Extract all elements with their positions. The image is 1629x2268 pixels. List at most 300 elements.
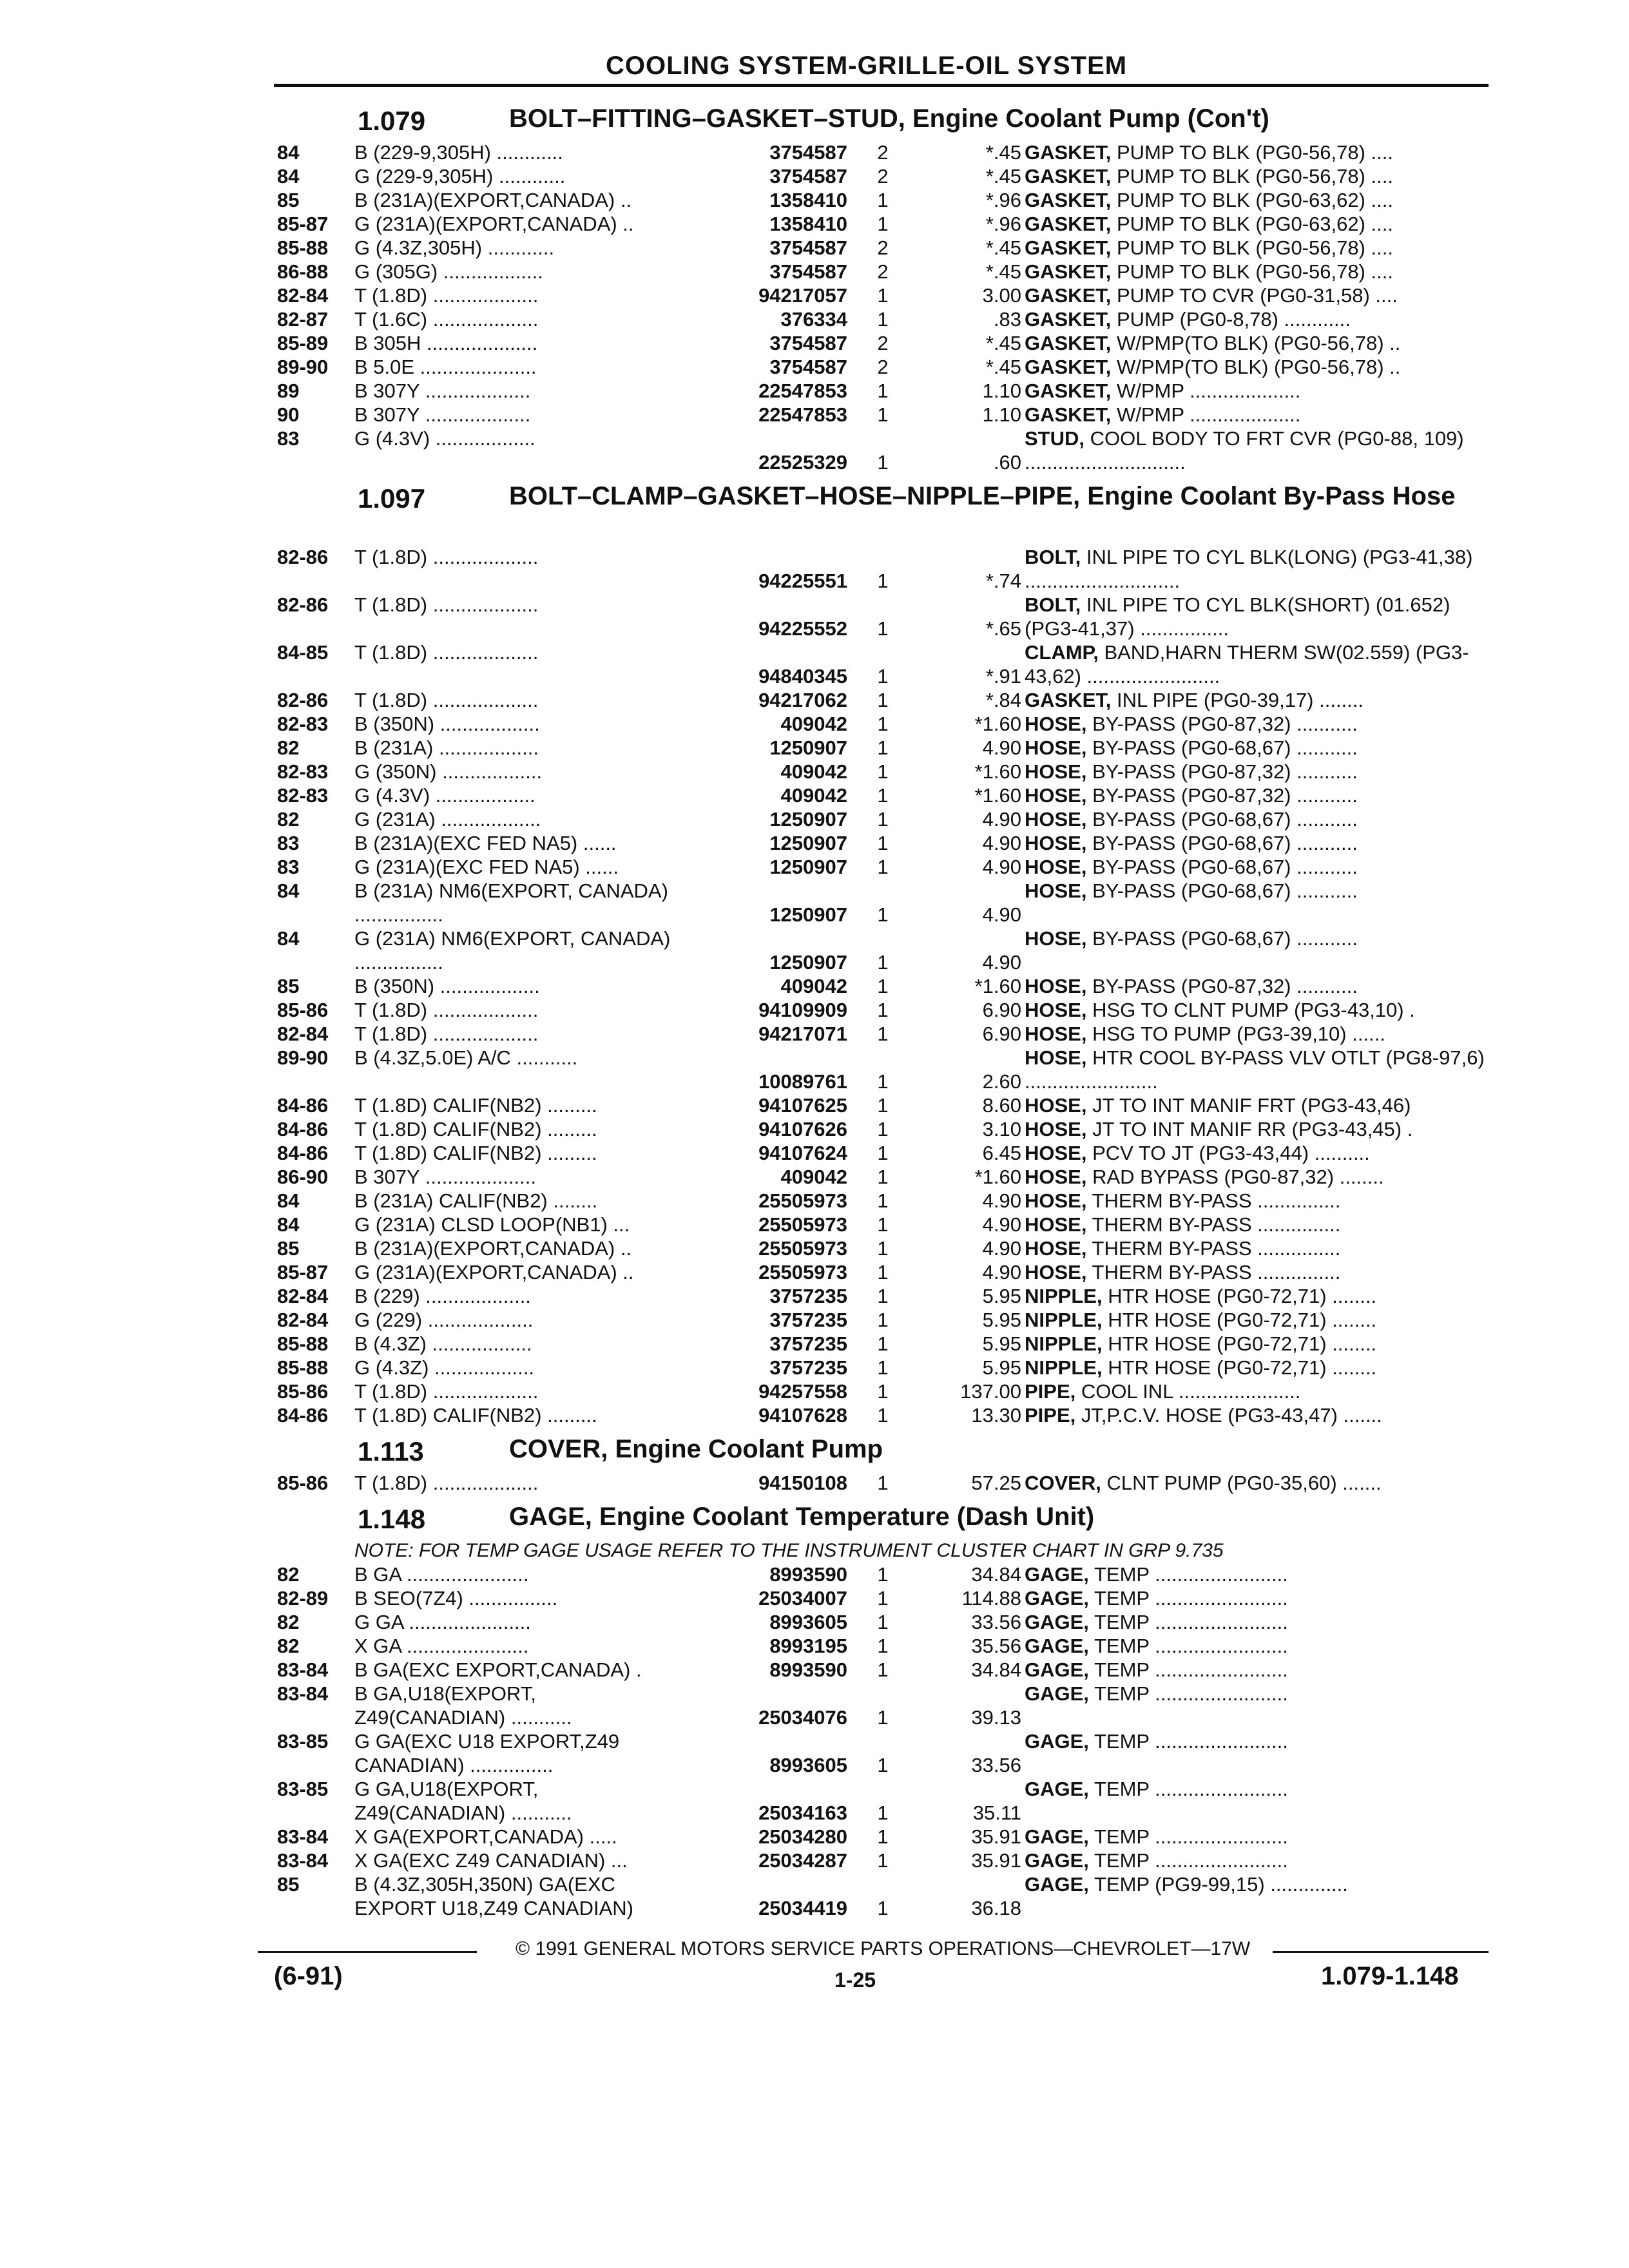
part-name <box>1025 307 1492 331</box>
model-years: 85 <box>277 1873 300 1896</box>
part-row <box>274 998 1492 1022</box>
application-description: G (4.3Z,305H) ............ <box>354 236 555 259</box>
part-name <box>1025 688 1492 712</box>
part-row <box>274 1284 1492 1308</box>
part-detail: BY-PASS (PG0-68,67) ........... <box>1086 736 1358 759</box>
part-detail: PUMP TO BLK (PG0-56,78) .... <box>1111 260 1393 283</box>
price: *1.60 <box>974 760 1021 783</box>
part-detail: HTR HOSE (PG0-72,71) ........ <box>1102 1285 1377 1307</box>
part-name <box>1025 1471 1492 1495</box>
part-row <box>274 307 1492 331</box>
part-detail: BY-PASS (PG0-68,67) ........... <box>1086 808 1358 831</box>
model-years: 82 <box>277 1611 300 1633</box>
part-detail: BY-PASS (PG0-87,32) ........... <box>1086 760 1358 783</box>
quantity: 1 <box>877 1070 889 1093</box>
application-description: B SEO(7Z4) ................ <box>354 1587 558 1610</box>
part-number: 3757235 <box>769 1309 847 1331</box>
model-years: 86-88 <box>277 260 329 283</box>
model-years: 89-90 <box>277 1046 329 1069</box>
part-name <box>1025 1165 1492 1189</box>
part-number: 94225552 <box>758 617 847 640</box>
quantity: 1 <box>877 1261 889 1283</box>
footer-copyright: © 1991 GENERAL MOTORS SERVICE PARTS OPERATIONS—CHEVROLET—17W <box>516 1938 1251 1959</box>
part-number: 25034287 <box>758 1849 847 1872</box>
part-noun: GASKET, <box>1025 356 1112 378</box>
model-years: 85-87 <box>277 213 329 235</box>
application-description: G (4.3Z) .................. <box>354 1356 535 1379</box>
price: 5.95 <box>982 1356 1021 1379</box>
part-number: 25034076 <box>758 1706 847 1729</box>
part-detail: HSG TO PUMP (PG3-39,10) ...... <box>1086 1023 1385 1045</box>
part-noun: HOSE, <box>1025 760 1087 783</box>
part-detail: PUMP TO BLK (PG0-63,62) .... <box>1111 213 1393 235</box>
part-name <box>1025 1658 1492 1682</box>
section-heading <box>274 97 1492 140</box>
price: *.84 <box>985 689 1021 711</box>
part-number: 10089761 <box>758 1070 847 1093</box>
part-number: 94107624 <box>758 1142 847 1164</box>
part-noun: GASKET, <box>1025 141 1112 164</box>
quantity: 1 <box>877 1094 889 1117</box>
part-number: 1250907 <box>769 736 847 759</box>
quantity: 1 <box>877 189 889 211</box>
part-detail: TEMP ........................ <box>1088 1635 1288 1657</box>
model-years: 83 <box>277 856 300 878</box>
price: *.96 <box>985 189 1021 211</box>
part-number: 94107628 <box>758 1404 847 1427</box>
model-years: 85 <box>277 975 300 997</box>
quantity: 1 <box>877 1754 889 1776</box>
part-noun: HOSE, <box>1025 1189 1087 1212</box>
part-row <box>274 1610 1492 1634</box>
part-number: 94217062 <box>758 689 847 711</box>
part-row <box>274 140 1492 164</box>
application-description: X GA(EXC Z49 CANADIAN) ... <box>354 1849 628 1872</box>
quantity: 1 <box>877 1142 889 1164</box>
application-description: G (231A) NM6(EXPORT, CANADA) ................ <box>354 927 671 974</box>
part-noun: HOSE, <box>1025 1213 1087 1236</box>
part-noun: GASKET, <box>1025 260 1112 283</box>
part-row <box>274 355 1492 379</box>
part-detail: PUMP (PG0-8,78) ............ <box>1111 308 1351 331</box>
price: 33.56 <box>971 1754 1021 1776</box>
footer-date: (6-91) <box>274 1962 343 1990</box>
part-row <box>274 260 1492 284</box>
part-row <box>274 1141 1492 1165</box>
part-detail: TEMP ........................ <box>1088 1825 1288 1848</box>
application-description: B (229-9,305H) ............ <box>354 141 563 164</box>
section-title: BOLT–CLAMP–GASKET–HOSE–NIPPLE–PIPE, Engine Coolant By-Pass Hose <box>509 482 1456 510</box>
part-number: 1250907 <box>769 951 847 974</box>
model-years: 82-83 <box>277 760 329 783</box>
part-number: 409042 <box>780 975 847 997</box>
price: 3.00 <box>982 284 1021 307</box>
model-years: 84-85 <box>277 641 329 664</box>
part-name <box>1025 284 1492 307</box>
part-row <box>274 1586 1492 1610</box>
part-name <box>1025 640 1492 688</box>
part-name <box>1025 593 1492 640</box>
part-detail: RAD BYPASS (PG0-87,32) ........ <box>1086 1166 1384 1188</box>
quantity: 2 <box>877 236 889 259</box>
section-heading <box>274 1427 1492 1471</box>
part-detail: COOL BODY TO FRT CVR (PG0-88, 109) ............................. <box>1025 427 1464 474</box>
price: 35.91 <box>971 1825 1021 1848</box>
price: 6.90 <box>982 999 1021 1021</box>
quantity: 2 <box>877 260 889 283</box>
part-detail: TEMP ........................ <box>1088 1611 1288 1633</box>
section-title: COVER, Engine Coolant Pump <box>509 1435 883 1463</box>
part-detail: TEMP ........................ <box>1088 1849 1288 1872</box>
part-name <box>1025 1117 1492 1141</box>
part-detail: BY-PASS (PG0-68,67) ........... <box>1086 927 1358 950</box>
part-detail: BY-PASS (PG0-87,32) ........... <box>1086 975 1358 997</box>
part-number: 3754587 <box>769 236 847 259</box>
part-noun: HOSE, <box>1025 1023 1087 1045</box>
part-number: 94150108 <box>758 1472 847 1494</box>
part-detail: TEMP ........................ <box>1088 1658 1288 1681</box>
quantity: 1 <box>877 951 889 974</box>
part-noun: HOSE, <box>1025 999 1087 1021</box>
part-name <box>1025 1682 1492 1706</box>
application-description: T (1.6C) ................... <box>354 308 539 331</box>
part-noun: HOSE, <box>1025 1166 1087 1188</box>
part-detail: PCV TO JT (PG3-43,44) .......... <box>1086 1142 1370 1164</box>
part-number: 25034419 <box>758 1897 847 1919</box>
application-description: G (229-9,305H) ............ <box>354 165 566 187</box>
part-name <box>1025 140 1492 164</box>
part-number: 3757235 <box>769 1356 847 1379</box>
price: *1.60 <box>974 713 1021 735</box>
quantity: 1 <box>877 975 889 997</box>
model-years: 82-86 <box>277 546 329 568</box>
part-noun: GAGE, <box>1025 1778 1089 1800</box>
part-number: 1358410 <box>769 213 847 235</box>
quantity: 1 <box>877 1237 889 1260</box>
part-row <box>274 1165 1492 1189</box>
part-name <box>1025 855 1492 879</box>
quantity: 1 <box>877 1563 889 1586</box>
price: 4.90 <box>982 1261 1021 1283</box>
part-noun: NIPPLE, <box>1025 1332 1103 1355</box>
part-noun: GAGE, <box>1025 1873 1089 1896</box>
quantity: 1 <box>877 1309 889 1331</box>
price: 57.25 <box>971 1472 1021 1494</box>
part-noun: HOSE, <box>1025 1118 1087 1140</box>
quantity: 1 <box>877 1472 889 1494</box>
part-name <box>1025 212 1492 236</box>
part-name <box>1025 712 1492 736</box>
part-number: 25034163 <box>758 1802 847 1824</box>
part-name <box>1025 1562 1492 1586</box>
part-noun: GASKET, <box>1025 213 1112 235</box>
section-heading <box>274 1495 1492 1539</box>
part-row <box>274 1562 1492 1586</box>
part-name <box>1025 331 1492 355</box>
part-row <box>274 1872 1492 1920</box>
part-name <box>1025 1236 1492 1260</box>
model-years: 84 <box>277 165 300 187</box>
quantity: 2 <box>877 165 889 187</box>
footer-rule-left <box>258 1951 477 1953</box>
quantity: 1 <box>877 736 889 759</box>
quantity: 1 <box>877 903 889 926</box>
application-description: T (1.8D) CALIF(NB2) ......... <box>354 1404 597 1427</box>
price: 4.90 <box>982 808 1021 831</box>
part-detail: W/PMP(TO BLK) (PG0-56,78) .. <box>1111 356 1401 378</box>
model-years: 84-86 <box>277 1094 329 1117</box>
part-detail: THERM BY-PASS ............... <box>1086 1213 1341 1236</box>
part-noun: GASKET, <box>1025 332 1112 354</box>
model-years: 86-90 <box>277 1166 329 1188</box>
model-years: 82 <box>277 808 300 831</box>
page-title: COOLING SYSTEM-GRILLE-OIL SYSTEM <box>606 52 1128 80</box>
quantity: 1 <box>877 856 889 878</box>
part-detail: THERM BY-PASS ............... <box>1086 1237 1341 1260</box>
quantity: 1 <box>877 808 889 831</box>
section-number: 1.148 <box>358 1504 426 1534</box>
model-years: 82-86 <box>277 593 329 616</box>
part-number: 25505973 <box>758 1213 847 1236</box>
part-number: 8993590 <box>769 1658 847 1681</box>
quantity: 1 <box>877 308 889 331</box>
part-row <box>274 427 1492 474</box>
part-noun: HOSE, <box>1025 808 1087 831</box>
model-years: 89 <box>277 380 300 402</box>
part-detail: PUMP TO BLK (PG0-56,78) .... <box>1111 141 1393 164</box>
model-years: 83-84 <box>277 1849 329 1872</box>
application-description: B 307Y ................... <box>354 403 531 426</box>
model-years: 85-88 <box>277 1332 329 1355</box>
application-description: B 305H .................... <box>354 332 538 354</box>
part-noun: BOLT, <box>1025 546 1081 568</box>
section-number: 1.097 <box>358 483 426 514</box>
part-name <box>1025 1403 1492 1427</box>
application-description: T (1.8D) ................... <box>354 546 539 568</box>
quantity: 1 <box>877 570 889 592</box>
quantity: 1 <box>877 1611 889 1633</box>
application-description: B (231A)(EXC FED NA5) ...... <box>354 832 617 854</box>
application-description: T (1.8D) CALIF(NB2) ......... <box>354 1094 597 1117</box>
part-detail: HTR HOSE (PG0-72,71) ........ <box>1102 1332 1377 1355</box>
model-years: 84-86 <box>277 1142 329 1164</box>
application-description: T (1.8D) ................... <box>354 593 539 616</box>
part-number: 94225551 <box>758 570 847 592</box>
part-row <box>274 1260 1492 1284</box>
price: *1.60 <box>974 1166 1021 1188</box>
part-noun: GASKET, <box>1025 689 1112 711</box>
price: 4.90 <box>982 856 1021 878</box>
model-years: 82-84 <box>277 1309 329 1331</box>
part-detail: TEMP ........................ <box>1088 1730 1288 1753</box>
model-years: 84 <box>277 879 300 902</box>
part-number: 1250907 <box>769 856 847 878</box>
price: *.45 <box>985 356 1021 378</box>
model-years: 83 <box>277 427 300 450</box>
application-description: T (1.8D) ................... <box>354 1472 539 1494</box>
price: 5.95 <box>982 1332 1021 1355</box>
quantity: 1 <box>877 1332 889 1355</box>
part-name <box>1025 1213 1492 1236</box>
part-row <box>274 188 1492 212</box>
part-name <box>1025 1379 1492 1403</box>
part-row <box>274 284 1492 307</box>
part-noun: NIPPLE, <box>1025 1285 1103 1307</box>
application-description: B GA,U18(EXPORT, Z49(CANADIAN) ........... <box>354 1682 572 1729</box>
part-number: 3754587 <box>769 332 847 354</box>
part-detail: CLNT PUMP (PG0-35,60) ....... <box>1101 1472 1382 1494</box>
quantity: 1 <box>877 617 889 640</box>
price: *.91 <box>985 665 1021 687</box>
part-row <box>274 879 1492 927</box>
part-name <box>1025 1729 1492 1753</box>
part-number: 25505973 <box>758 1189 847 1212</box>
part-name <box>1025 427 1492 474</box>
quantity: 2 <box>877 141 889 164</box>
part-row <box>274 1825 1492 1849</box>
model-years: 85-89 <box>277 332 329 354</box>
part-detail: BY-PASS (PG0-87,32) ........... <box>1086 713 1358 735</box>
application-description: B (231A) .................. <box>354 736 539 759</box>
part-row <box>274 1332 1492 1356</box>
part-detail: JT,P.C.V. HOSE (PG3-43,47) ....... <box>1075 1404 1382 1427</box>
part-row <box>274 1117 1492 1141</box>
application-description: G (231A)(EXPORT,CANADA) .. <box>354 1261 634 1283</box>
quantity: 1 <box>877 403 889 426</box>
part-row <box>274 1189 1492 1213</box>
price: 35.11 <box>972 1802 1021 1824</box>
part-noun: HOSE, <box>1025 713 1087 735</box>
part-noun: GASKET, <box>1025 189 1112 211</box>
part-noun: HOSE, <box>1025 1094 1087 1117</box>
part-name <box>1025 1825 1492 1849</box>
part-noun: PIPE, <box>1025 1404 1076 1427</box>
part-row <box>274 1777 1492 1825</box>
price: 34.84 <box>971 1563 1021 1586</box>
application-description: B (231A) CALIF(NB2) ........ <box>354 1189 598 1212</box>
model-years: 82-84 <box>277 1285 329 1307</box>
part-number: 3754587 <box>769 165 847 187</box>
model-years: 82 <box>277 1635 300 1657</box>
quantity: 2 <box>877 332 889 354</box>
model-years: 83-84 <box>277 1682 329 1705</box>
part-detail: TEMP ........................ <box>1088 1778 1288 1800</box>
part-number: 1250907 <box>769 808 847 831</box>
quantity: 1 <box>877 1849 889 1872</box>
part-name <box>1025 1356 1492 1379</box>
application-description: G GA(EXC U18 EXPORT,Z49 CANADIAN) ............... <box>354 1730 620 1776</box>
application-description: T (1.8D) ................... <box>354 1023 539 1045</box>
application-description: T (1.8D) CALIF(NB2) ......... <box>354 1142 597 1164</box>
part-name <box>1025 783 1492 807</box>
model-years: 85-88 <box>277 236 329 259</box>
footer-rule-right <box>1273 1951 1489 1953</box>
part-name <box>1025 1849 1492 1872</box>
part-row <box>274 1729 1492 1777</box>
price: 2.60 <box>982 1070 1021 1093</box>
quantity: 1 <box>877 1635 889 1657</box>
price: 114.88 <box>961 1587 1021 1610</box>
model-years: 90 <box>277 403 300 426</box>
part-name <box>1025 1332 1492 1356</box>
model-years: 82-86 <box>277 689 329 711</box>
part-row <box>274 688 1492 712</box>
part-row <box>274 974 1492 998</box>
part-noun: HOSE, <box>1025 975 1087 997</box>
part-name <box>1025 545 1492 593</box>
part-row <box>274 760 1492 783</box>
price: *.45 <box>985 165 1021 187</box>
application-description: X GA(EXPORT,CANADA) ..... <box>354 1825 617 1848</box>
part-noun: GASKET, <box>1025 403 1112 426</box>
part-row <box>274 1022 1492 1046</box>
part-noun: GAGE, <box>1025 1635 1089 1657</box>
part-name <box>1025 831 1492 855</box>
price: 13.30 <box>971 1404 1021 1427</box>
application-description: B (350N) .................. <box>354 975 540 997</box>
part-number: 376334 <box>780 308 847 331</box>
part-number: 409042 <box>780 784 847 807</box>
part-name <box>1025 260 1492 284</box>
price: 33.56 <box>971 1611 1021 1633</box>
price: *1.60 <box>974 975 1021 997</box>
part-number: 1250907 <box>769 832 847 854</box>
part-noun: BOLT, <box>1025 593 1081 616</box>
quantity: 1 <box>877 451 889 474</box>
application-description: T (1.8D) ................... <box>354 641 539 664</box>
price: 4.90 <box>982 1237 1021 1260</box>
section-note: NOTE: FOR TEMP GAGE USAGE REFER TO THE INSTRUMENT CLUSTER CHART IN GRP 9.735 <box>354 1540 1224 1561</box>
part-name <box>1025 1093 1492 1117</box>
part-detail: BY-PASS (PG0-68,67) ........... <box>1086 832 1358 854</box>
application-description: B GA(EXC EXPORT,CANADA) . <box>354 1658 642 1681</box>
price: 5.95 <box>982 1285 1021 1307</box>
part-row <box>274 1236 1492 1260</box>
application-description: B (4.3Z,5.0E) A/C ........... <box>354 1046 578 1069</box>
part-number: 3754587 <box>769 356 847 378</box>
part-name <box>1025 164 1492 188</box>
price: 8.60 <box>982 1094 1021 1117</box>
quantity: 1 <box>877 1802 889 1824</box>
part-detail: INL PIPE (PG0-39,17) ........ <box>1111 689 1364 711</box>
part-row <box>274 1093 1492 1117</box>
application-description: G (4.3V) .................. <box>354 427 535 450</box>
part-detail: PUMP TO CVR (PG0-31,58) .... <box>1111 284 1398 307</box>
application-description: G (350N) .................. <box>354 760 543 783</box>
part-detail: THERM BY-PASS ............... <box>1086 1261 1341 1283</box>
part-name <box>1025 236 1492 260</box>
section-heading <box>274 474 1492 545</box>
application-description: B (229) ................... <box>354 1285 531 1307</box>
part-detail: BY-PASS (PG0-68,67) ........... <box>1086 879 1358 902</box>
part-name <box>1025 355 1492 379</box>
price: 4.90 <box>982 951 1021 974</box>
part-number: 25034007 <box>758 1587 847 1610</box>
quantity: 1 <box>877 1404 889 1427</box>
part-noun: HOSE, <box>1025 784 1087 807</box>
part-name <box>1025 1046 1492 1093</box>
model-years: 82-83 <box>277 713 329 735</box>
model-years: 85-87 <box>277 1261 329 1283</box>
application-description: B (231A) NM6(EXPORT, CANADA) ................ <box>354 879 668 926</box>
part-number: 94840345 <box>758 665 847 687</box>
part-detail: TEMP ........................ <box>1088 1587 1288 1610</box>
part-number: 94217057 <box>758 284 847 307</box>
part-detail: PUMP TO BLK (PG0-63,62) .... <box>1111 189 1393 211</box>
part-row <box>274 164 1492 188</box>
quantity: 1 <box>877 713 889 735</box>
part-number: 94257558 <box>758 1380 847 1403</box>
